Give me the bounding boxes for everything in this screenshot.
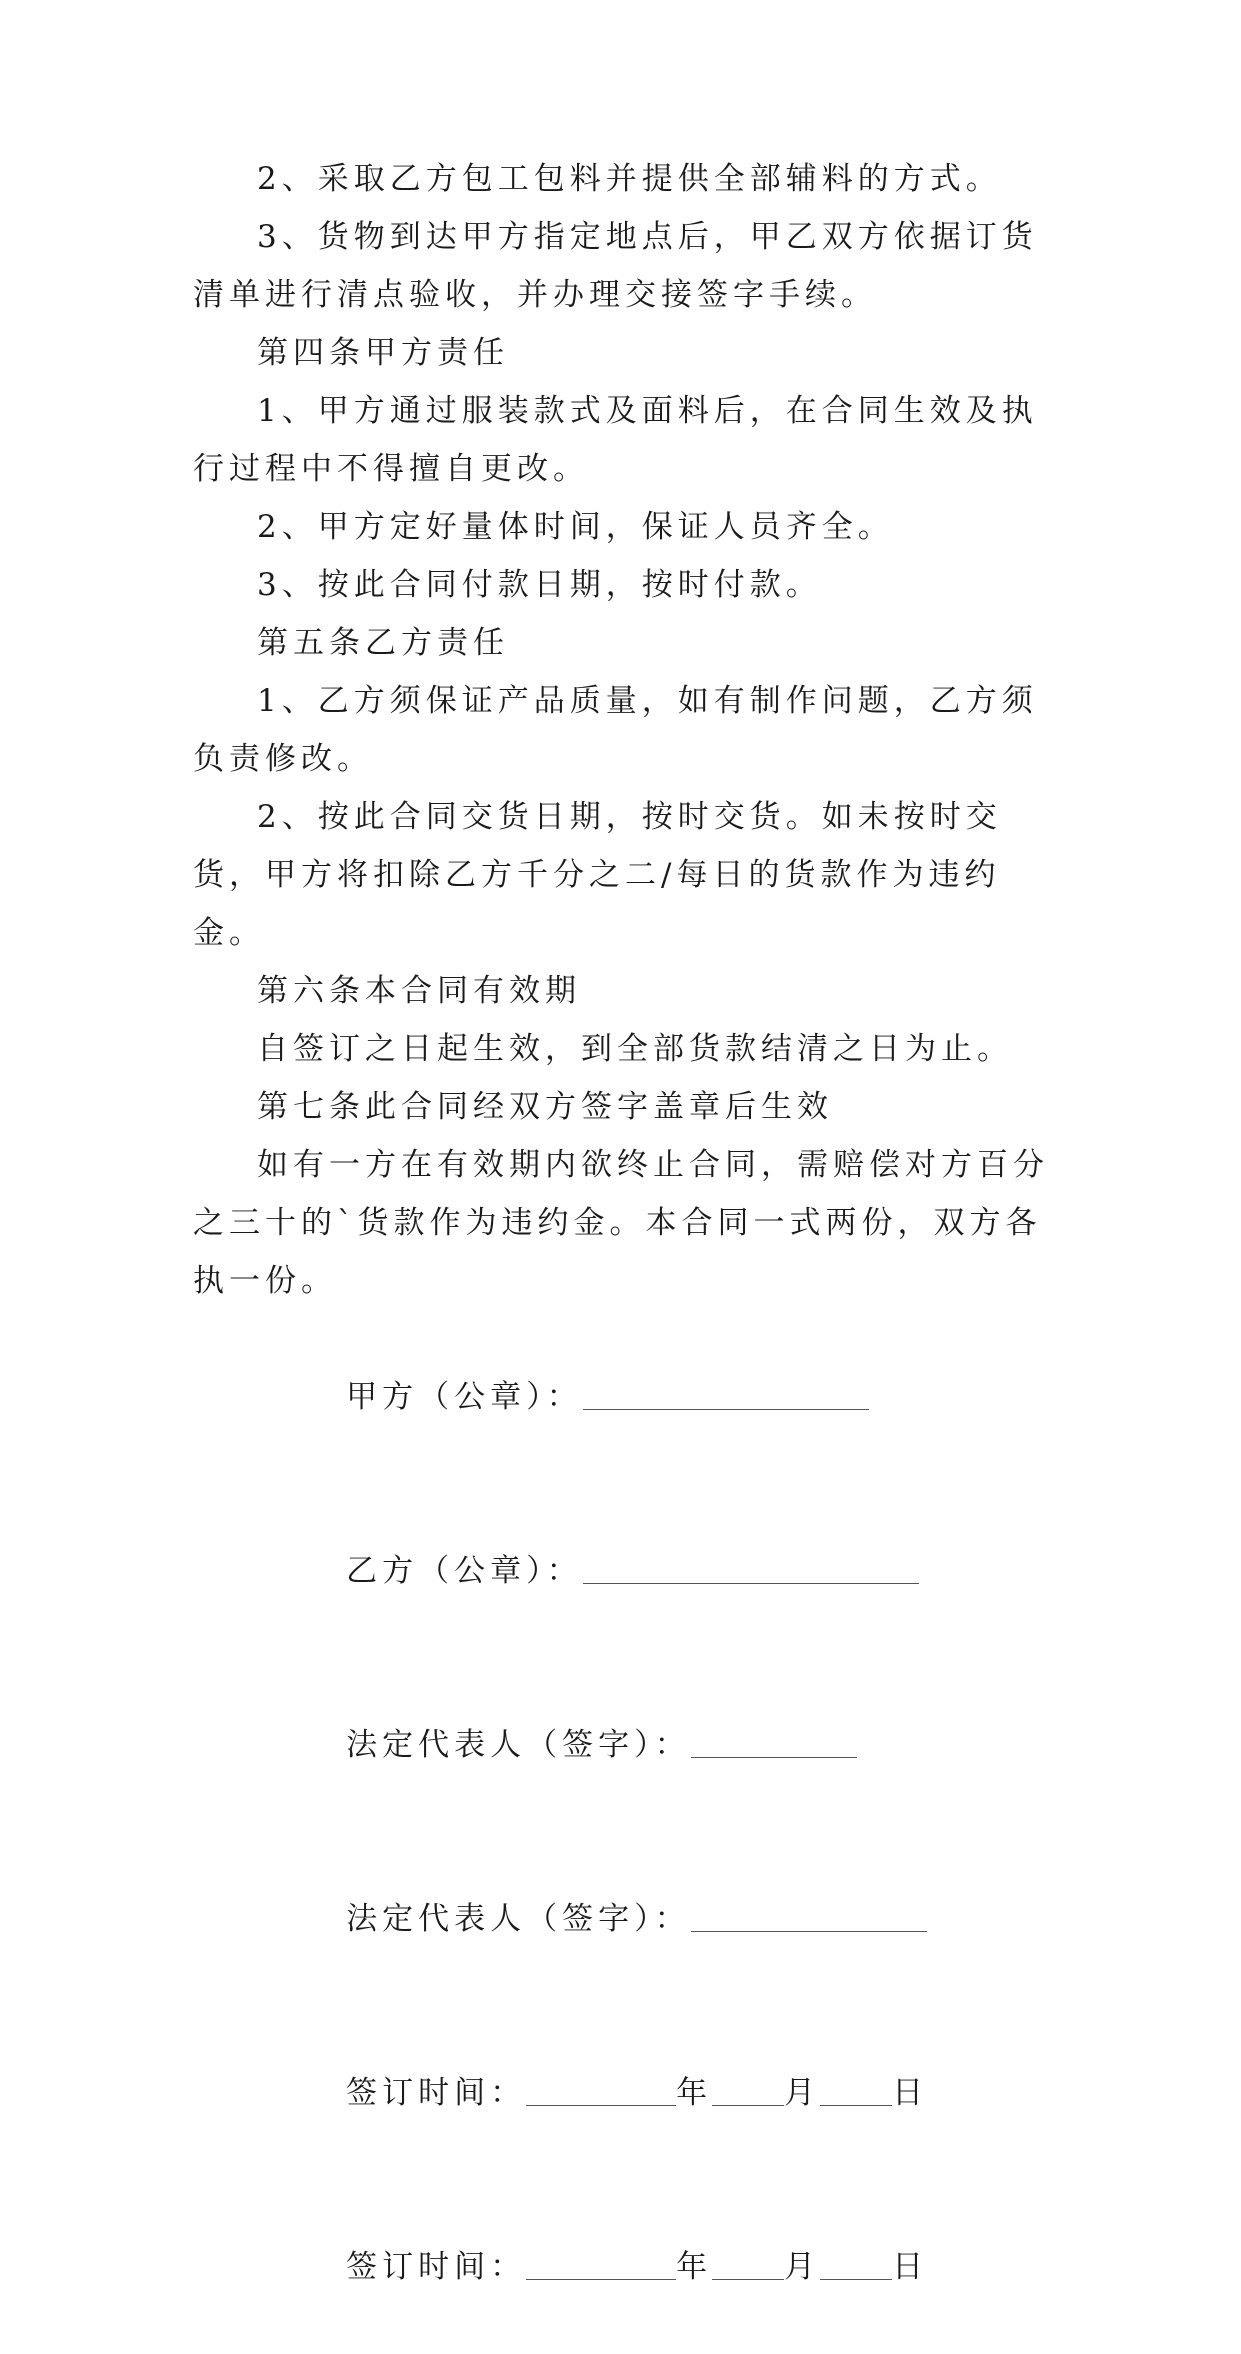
- month-1-blank[interactable]: [712, 2071, 784, 2106]
- month-2-blank[interactable]: [712, 2245, 784, 2280]
- article-4-heading: 第四条甲方责任: [257, 335, 509, 371]
- legal-rep-2-label: 法定代表人（签字）：: [346, 1901, 691, 1937]
- article-7-heading: 第七条此合同经双方签字盖章后生效: [257, 1089, 833, 1125]
- sign-date-1-line: [193, 2006, 1063, 2180]
- article-6-text: 自签订之日起生效，到全部货款结清之日为止。: [257, 1031, 1013, 1067]
- day-2-blank[interactable]: [820, 2245, 892, 2280]
- article-5-heading: 第五条乙方责任: [257, 625, 509, 661]
- article-7-text: 如有一方在有效期内欲终止合同，需赔偿对方百分之三十的`货款作为违约金。本合同一式两份，双方各执一份。: [193, 1147, 1049, 1299]
- contract-body: [193, 150, 1063, 2354]
- month-1-label: 月: [784, 2075, 821, 2111]
- sign-date-2-label: 签订时间：: [346, 2249, 527, 2285]
- day-2-label: 日: [892, 2249, 929, 2285]
- party-a-label: 甲方（公章）：: [346, 1379, 583, 1415]
- legal-rep-2-line: [193, 1832, 1063, 2006]
- clause-4-item-2: 2、甲方定好量体时间，保证人员齐全。: [257, 509, 894, 545]
- party-b-seal-blank[interactable]: [583, 1549, 919, 1584]
- article-6-heading: 第六条本合同有效期: [257, 973, 581, 1009]
- year-2-blank[interactable]: [526, 2245, 676, 2280]
- day-1-label: 日: [892, 2075, 929, 2111]
- party-b-label: 乙方（公章）：: [346, 1553, 583, 1589]
- clause-3-item-2: 2、采取乙方包工包料并提供全部辅料的方式。: [257, 161, 1002, 197]
- legal-rep-1-blank[interactable]: [691, 1723, 857, 1758]
- clause-4-item-3: 3、按此合同付款日期，按时付款。: [257, 567, 822, 603]
- year-1-blank[interactable]: [526, 2071, 676, 2106]
- legal-rep-1-label: 法定代表人（签字）：: [346, 1727, 691, 1763]
- party-a-seal-blank[interactable]: [583, 1375, 869, 1410]
- sign-date-2-line: [193, 2180, 1063, 2354]
- sign-date-1-label: 签订时间：: [346, 2075, 527, 2111]
- year-2-label: 年: [676, 2249, 713, 2285]
- party-b-seal-line: [193, 1484, 1063, 1658]
- clause-5-item-1: 1、乙方须保证产品质量，如有制作问题，乙方须负责修改。: [193, 683, 1038, 777]
- year-1-label: 年: [676, 2075, 713, 2111]
- clause-4-item-1: 1、甲方通过服装款式及面料后，在合同生效及执行过程中不得擅自更改。: [193, 393, 1038, 487]
- month-2-label: 月: [784, 2249, 821, 2285]
- day-1-blank[interactable]: [820, 2071, 892, 2106]
- clause-5-item-2: 2、按此合同交货日期，按时交货。如未按时交货，甲方将扣除乙方千分之二/每日的货款作为违约金。: [193, 799, 1002, 951]
- clause-3-item-3: 3、货物到达甲方指定地点后，甲乙双方依据订货清单进行清点验收，并办理交接签字手续。: [193, 219, 1038, 313]
- party-a-seal-line: [193, 1310, 1063, 1484]
- legal-rep-1-line: [193, 1658, 1063, 1832]
- legal-rep-2-blank[interactable]: [691, 1897, 927, 1932]
